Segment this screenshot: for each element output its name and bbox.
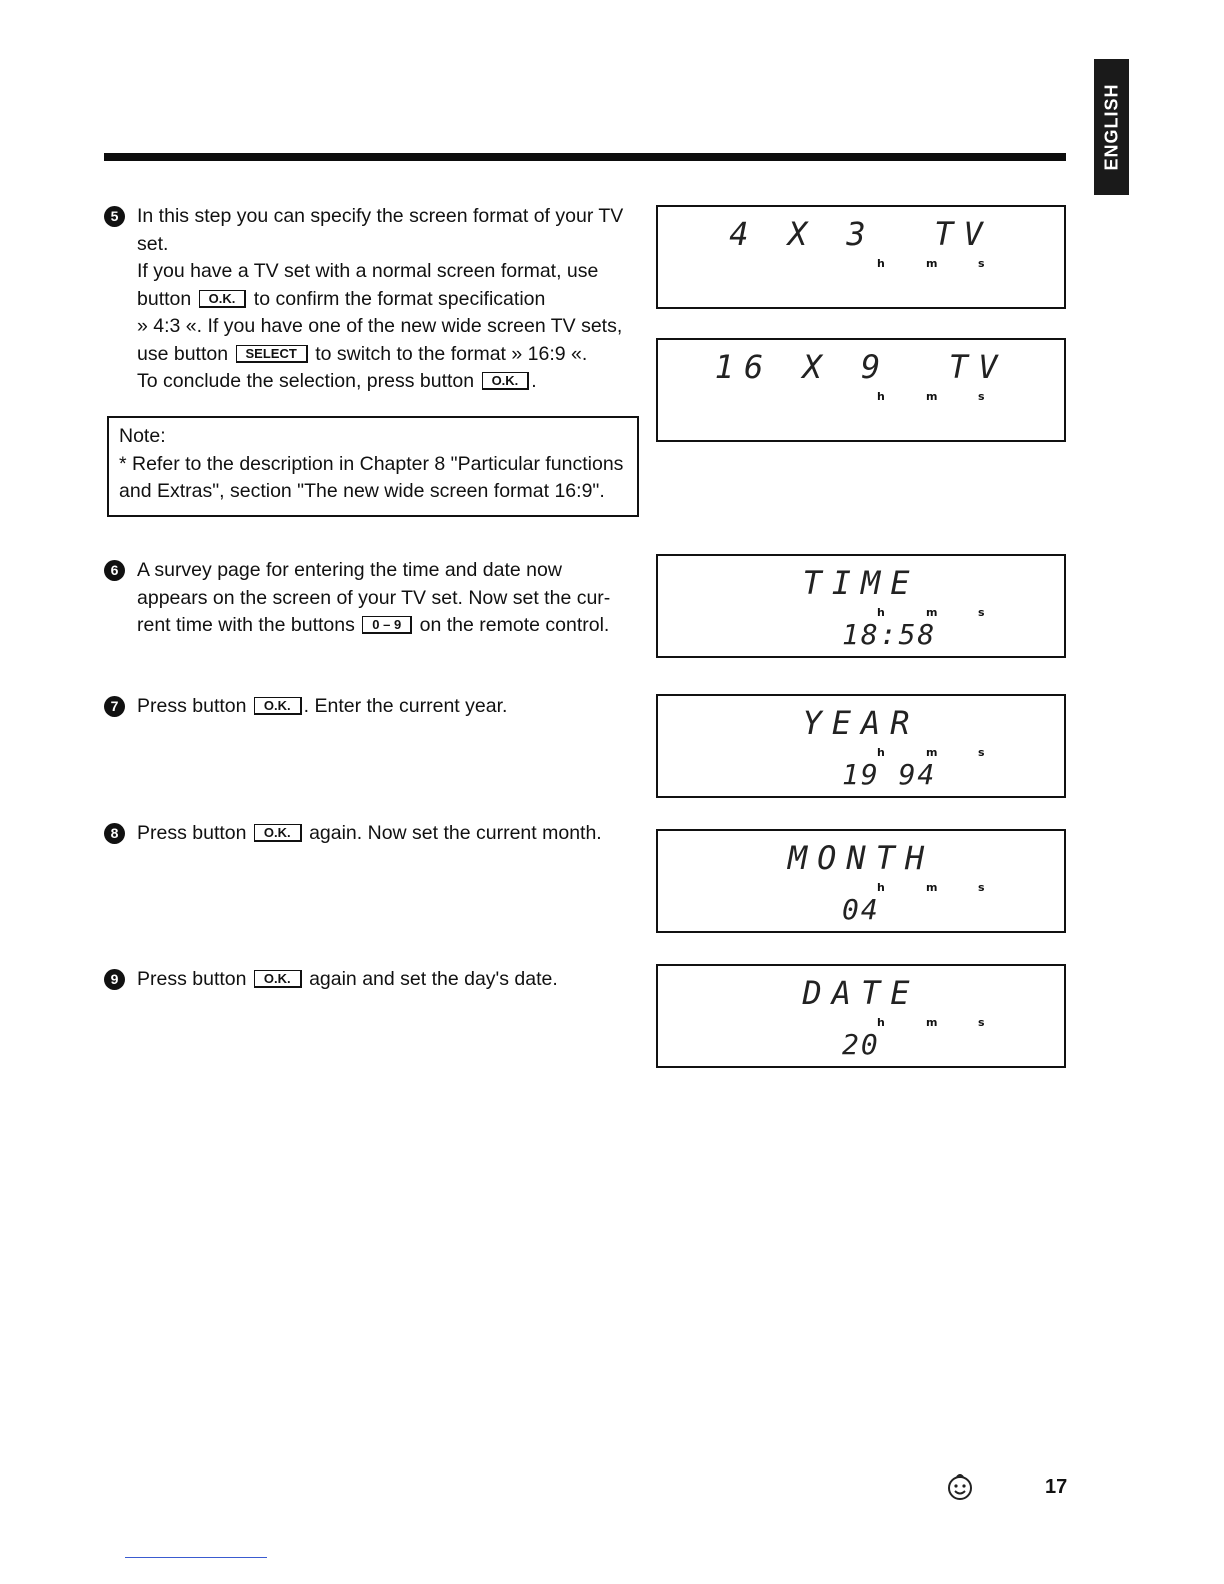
lcd-m: m	[926, 390, 938, 403]
ok-button-label: O.K.	[254, 824, 302, 842]
step-text	[137, 693, 644, 721]
lcd-label: TIME	[802, 564, 920, 602]
ok-button-label: O.K.	[254, 697, 302, 715]
lcd-label: YEAR	[802, 704, 920, 742]
language-tab-label: ENGLISH	[1101, 83, 1121, 171]
step-text-part: Press button	[137, 695, 247, 717]
lcd-display-year	[656, 694, 1066, 798]
lcd-value: 20	[842, 1028, 880, 1061]
step-text-part: » 4:3 «. If you have one of the new wide screen TV sets, use button	[137, 315, 623, 365]
lcd-display-4x3	[656, 205, 1066, 309]
lcd-display-date	[656, 964, 1066, 1068]
step-text	[137, 820, 644, 848]
lcd-s: s	[978, 881, 985, 894]
step-number: 7	[104, 696, 125, 717]
lcd-label: DATE	[802, 974, 920, 1012]
lcd-h: h	[877, 1016, 885, 1029]
step-text-part: on the remote control.	[419, 614, 610, 636]
lcd-m: m	[926, 746, 938, 759]
lcd-label: 16 X 9 TV	[714, 348, 1008, 386]
lcd-h: h	[877, 606, 885, 619]
lcd-h: h	[877, 390, 885, 403]
lcd-s: s	[978, 746, 985, 759]
step-text-part: again and set the day's date.	[309, 968, 558, 990]
step-number: 8	[104, 823, 125, 844]
step-8	[104, 820, 644, 848]
step-6	[104, 557, 634, 640]
step-text	[137, 313, 644, 368]
step-number: 9	[104, 969, 125, 990]
step-number: 5	[104, 206, 125, 227]
lcd-display-month	[656, 829, 1066, 933]
step-text-part: Press button	[137, 968, 247, 990]
note-title: Note:	[119, 425, 166, 447]
lcd-s: s	[978, 257, 985, 270]
ok-button-label: O.K.	[482, 372, 530, 390]
page-number: 17	[1045, 1476, 1068, 1498]
ok-button-label: O.K.	[254, 970, 302, 988]
step-7	[104, 693, 644, 721]
step-text-part: . Enter the current year.	[303, 695, 508, 717]
lcd-h: h	[877, 257, 885, 270]
lcd-m: m	[926, 606, 938, 619]
lcd-s: s	[978, 1016, 985, 1029]
step-text-part: .	[531, 370, 537, 392]
lcd-value: 18:58	[842, 618, 937, 651]
lcd-display-16x9	[656, 338, 1066, 442]
select-button-label: SELECT	[236, 345, 308, 363]
lcd-s: s	[978, 606, 985, 619]
step-9	[104, 966, 644, 994]
step-text	[137, 368, 644, 396]
step-text: In this step you can specify the screen format of your TV set.	[137, 205, 624, 255]
step-text-part: A survey page for entering the time and date now appears on the screen of your TV set. Now set the cur- rent time with the buttons	[137, 559, 611, 636]
lcd-s: s	[978, 390, 985, 403]
lcd-label: 4 X 3 TV	[729, 215, 993, 253]
lcd-h: h	[877, 881, 885, 894]
digits-button-label: 0 – 9	[362, 616, 412, 634]
step-text-part: Press button	[137, 822, 247, 844]
lcd-m: m	[926, 881, 938, 894]
lcd-m: m	[926, 1016, 938, 1029]
header-rule	[104, 153, 1066, 161]
note-text: * Refer to the description in Chapter 8 "Particular functions and Extras", section "The new wide screen format 16:9".	[119, 452, 624, 502]
step-text-part: If you have a TV set with a normal screen format, use button	[137, 260, 599, 310]
step-5	[104, 203, 644, 396]
lcd-label: MONTH	[787, 839, 935, 877]
language-tab	[1094, 59, 1129, 195]
step-text-part: to confirm the format specification	[253, 287, 546, 310]
lcd-display-time	[656, 554, 1066, 658]
step-text-part: to switch to the format » 16:9 «.	[315, 342, 588, 365]
note-box	[107, 416, 639, 517]
lcd-m: m	[926, 257, 938, 270]
step-text	[137, 557, 634, 640]
lcd-value: 04	[842, 893, 880, 926]
step-number: 6	[104, 560, 125, 581]
footer-line	[125, 1557, 267, 1558]
step-text-part: again. Now set the current month.	[309, 822, 602, 844]
step-text	[137, 966, 644, 994]
ok-button-label: O.K.	[199, 290, 247, 308]
smiley-icon	[945, 1472, 975, 1502]
step-text-part: To conclude the selection, press button	[137, 370, 475, 392]
lcd-h: h	[877, 746, 885, 759]
lcd-value: 19 94	[842, 758, 937, 791]
step-text	[137, 258, 644, 313]
